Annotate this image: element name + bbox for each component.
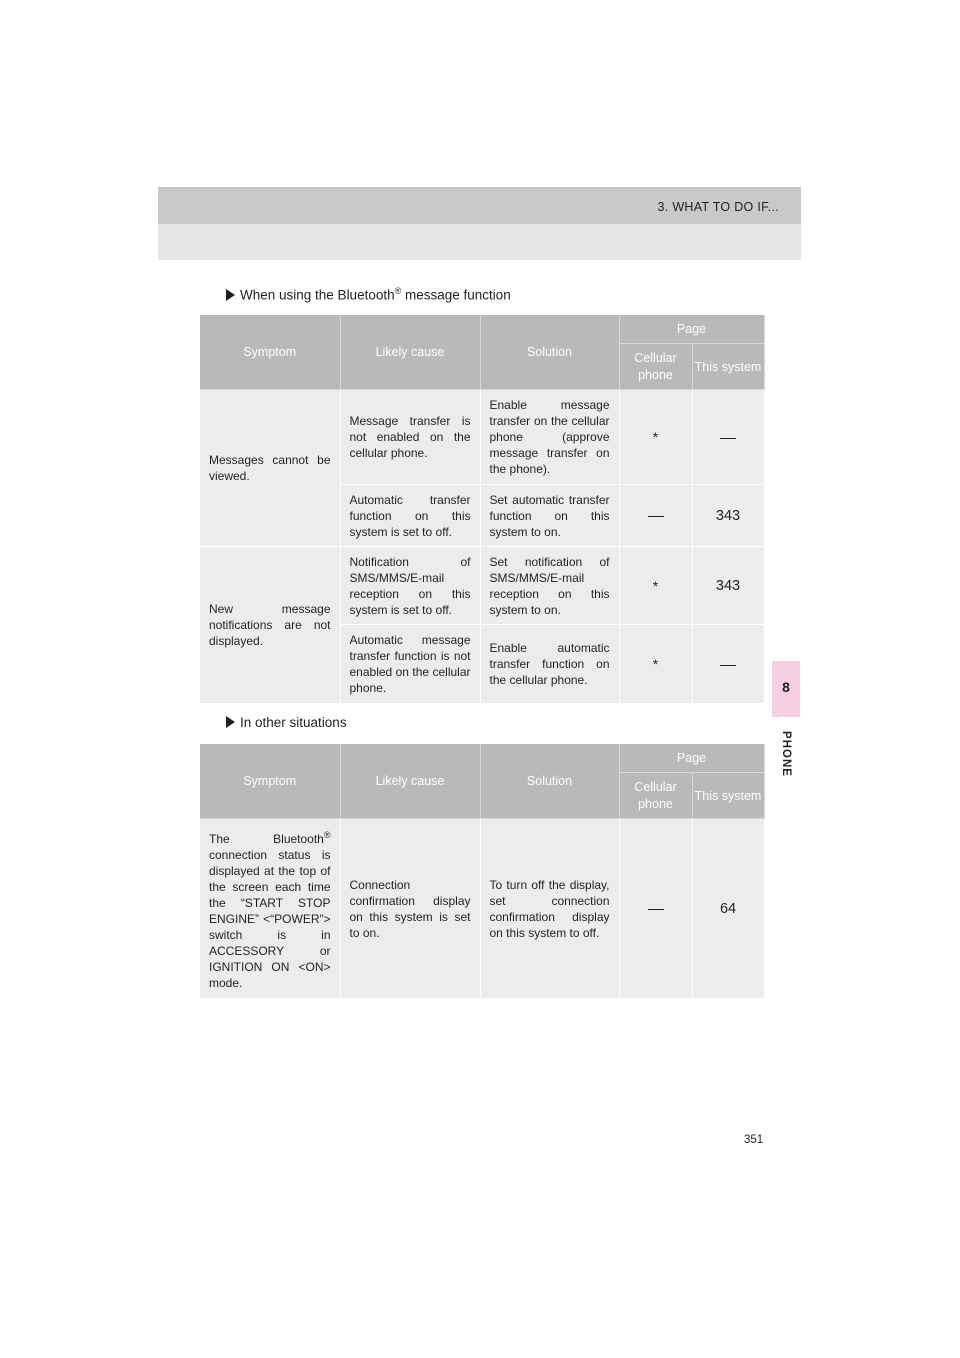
chapter-number: 8 <box>782 679 790 695</box>
system-page-cell <box>692 390 764 485</box>
chapter-label <box>772 726 800 786</box>
header-this-system: This system <box>692 773 764 819</box>
dash-icon <box>720 438 736 439</box>
chapter-header-bar <box>158 187 801 224</box>
table-row <box>200 390 764 485</box>
solution-cell: Set automatic transfer function on this system to on. <box>480 485 619 547</box>
system-page-link[interactable]: 64 <box>692 819 764 999</box>
header-cellular-phone: Cellular phone <box>619 344 692 390</box>
cause-cell: Automatic transfer function on this system is set to off. <box>340 485 480 547</box>
cellular-page-cell <box>619 819 692 999</box>
dash-icon <box>648 909 664 910</box>
system-page-link[interactable]: 343 <box>692 547 764 625</box>
cause-cell: Automatic message transfer function is not enabled on the cellular phone. <box>340 625 480 704</box>
chapter-tab[interactable] <box>772 661 800 717</box>
solution-cell: Set notification of SMS/MMS/E-mail reception on this system to on. <box>480 547 619 625</box>
header-page: Page <box>619 315 764 344</box>
message-troubleshoot-table <box>200 315 765 704</box>
header-solution: Solution <box>480 315 619 390</box>
cause-cell: Notification of SMS/MMS/E-mail reception on this system is set to off. <box>340 547 480 625</box>
chapter-title: 3. WHAT TO DO IF... <box>657 200 779 214</box>
system-page-cell <box>692 625 764 704</box>
dash-icon <box>720 665 736 666</box>
table-row <box>200 547 764 625</box>
header-likely-cause: Likely cause <box>340 744 480 819</box>
triangle-bullet-icon <box>226 716 235 728</box>
cause-cell: Connection confirmation display on this system is set to on. <box>340 819 480 999</box>
cellular-page-cell <box>619 547 692 625</box>
cellular-page-cell <box>619 625 692 704</box>
header-this-system: This system <box>692 344 764 390</box>
header-symptom: Symptom <box>200 315 340 390</box>
asterisk-icon: * <box>652 577 659 594</box>
solution-cell: Enable message transfer on the cellular phone (approve message transfer on the phone). <box>480 390 619 485</box>
section-title-message: When using the Bluetooth® message function <box>226 286 511 303</box>
cause-cell: Message transfer is not enabled on the cellular phone. <box>340 390 480 485</box>
other-troubleshoot-table <box>200 744 765 999</box>
header-solution: Solution <box>480 744 619 819</box>
symptom-cell: The Bluetooth® connection status is displayed at the top of the screen each time the “START STOP ENGINE” <“POWER”> switch is in ACCESSORY or IGNITION ON <ON> mode. <box>200 819 340 999</box>
symptom-cell: New message notifications are not displayed. <box>200 547 340 704</box>
header-cellular-phone: Cellular phone <box>619 773 692 819</box>
asterisk-icon: * <box>652 656 659 672</box>
asterisk-icon: * <box>652 429 659 445</box>
header-likely-cause: Likely cause <box>340 315 480 390</box>
cellular-page-cell <box>619 390 692 485</box>
solution-cell: Enable automatic transfer function on the cellular phone. <box>480 625 619 704</box>
triangle-bullet-icon <box>226 289 235 301</box>
header-page: Page <box>619 744 764 773</box>
cellular-page-cell <box>619 485 692 547</box>
solution-cell: To turn off the display, set connection confirmation display on this system to off. <box>480 819 619 999</box>
page-number: 351 <box>744 1134 764 1146</box>
header-symptom: Symptom <box>200 744 340 819</box>
dash-icon <box>648 516 664 517</box>
chapter-label-text: PHONE <box>780 731 792 777</box>
header-band <box>158 224 801 260</box>
symptom-cell: Messages cannot be viewed. <box>200 390 340 547</box>
system-page-link[interactable]: 343 <box>692 485 764 547</box>
section-title-other: In other situations <box>226 715 347 730</box>
table-row <box>200 819 764 999</box>
